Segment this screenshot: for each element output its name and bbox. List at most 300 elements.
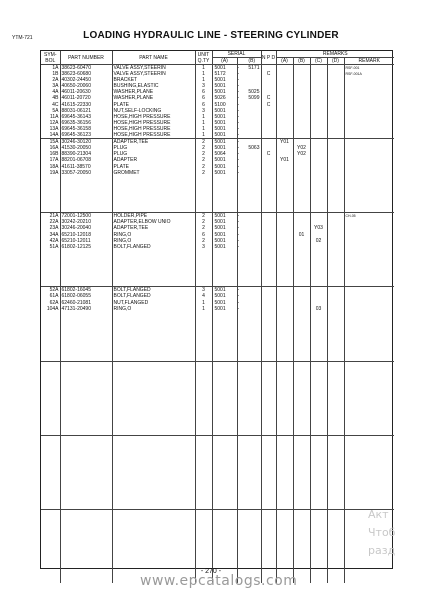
np-cell (261, 509, 276, 516)
part-name-cell: ADAPTER,TEE (112, 225, 195, 231)
remark-b-cell (293, 287, 310, 294)
unit-qty-cell: 6 (195, 95, 212, 101)
remark-cell (344, 577, 394, 583)
unit-qty-cell (195, 435, 212, 442)
page-number: - 270 - (200, 568, 222, 575)
serial-dash-cell: - (237, 71, 240, 78)
serial-from-cell (212, 361, 237, 368)
serial-dash-cell: - (237, 225, 240, 232)
unit-qty-cell: 2 (195, 213, 212, 220)
remark-cell (344, 132, 394, 139)
serial-dash-cell: - (237, 163, 240, 170)
header-remarks-d: (D) (327, 58, 344, 65)
parts-list-table (41, 51, 394, 583)
serial-dash-cell: - (237, 231, 240, 238)
table-body (41, 65, 394, 583)
serial-from-cell: 5001 (212, 170, 237, 176)
remark-b-cell (293, 503, 310, 510)
symbol-cell: 18A (41, 164, 60, 170)
remark-b-cell: Y02 (293, 151, 310, 157)
part-number-cell (60, 503, 112, 510)
part-number-cell: 88201-06708 (60, 157, 112, 163)
part-name-cell: HOLDER,PIPE (112, 213, 195, 220)
header-d: D (271, 54, 276, 61)
symbol-cell (41, 206, 60, 213)
remark-d-cell (327, 503, 344, 510)
serial-dash-cell: - (237, 139, 243, 146)
unit-qty-cell: 1 (195, 132, 212, 139)
part-name-cell: WASHER,PLANE (112, 89, 195, 95)
serial-from-cell: 5001 (212, 238, 237, 244)
unit-qty-cell (195, 509, 212, 516)
remark-b-cell (293, 435, 310, 442)
serial-dash-cell: - (237, 243, 240, 250)
serial-from-cell: 5172 (212, 71, 237, 77)
remark-c-cell (310, 509, 327, 516)
symbol-cell: 17A (41, 157, 60, 163)
header-np: N P (261, 54, 271, 61)
symbol-cell: 1A (41, 65, 60, 72)
part-name-cell: PLUG (112, 145, 195, 151)
serial-from-cell: 5001 (212, 77, 237, 83)
part-name-cell: VALVE ASSY,STEERIN (112, 71, 195, 77)
unit-qty-cell: 1 (195, 114, 212, 120)
remark-c-cell (310, 206, 327, 213)
table-row (41, 65, 394, 72)
header-symbol: SYM- BOL (41, 51, 60, 65)
part-number-cell: 88031-06121 (60, 108, 112, 114)
remark-cell (344, 287, 394, 294)
part-number-cell: 38623-60470 (60, 65, 112, 72)
remark-d-cell (327, 435, 344, 442)
serial-from-cell: 5001 (212, 300, 237, 306)
part-name-cell: NUT,SELF-LOCKING (112, 108, 195, 114)
serial-to-cell: 5025 (243, 89, 261, 95)
unit-qty-cell: 2 (195, 219, 212, 225)
part-name-cell: PLUG (112, 151, 195, 157)
serial-from-cell: 5001 (212, 164, 237, 170)
serial-from-cell: 5001 (212, 65, 237, 72)
part-number-cell (60, 280, 112, 287)
unit-qty-cell: 2 (195, 170, 212, 176)
symbol-cell: 23A (41, 225, 60, 231)
serial-dash-cell: - (237, 65, 240, 71)
serial-dash-cell: - (237, 89, 240, 96)
unit-qty-cell: 2 (195, 157, 212, 163)
serial-dash-cell: - (237, 213, 243, 220)
serial-from-cell: 5064 (212, 151, 237, 157)
part-number-cell: 61802-06055 (60, 293, 112, 299)
header-remarks-b: (B) (293, 58, 310, 65)
document-id: YTM-721 (12, 35, 33, 41)
remark-b-cell (293, 206, 310, 213)
header-remarks: REMARKS (276, 51, 394, 58)
unit-qty-cell: 4 (195, 293, 212, 299)
blank-row (41, 206, 394, 213)
symbol-cell: 34A (41, 232, 60, 238)
remark-d-cell (327, 287, 344, 294)
unit-qty-cell (195, 361, 212, 368)
header-remarks-c: (C) (310, 58, 327, 65)
serial-from-cell: 5001 (212, 126, 237, 132)
unit-qty-cell: 1 (195, 120, 212, 126)
serial-from-cell (212, 503, 237, 510)
remark-b-cell (293, 280, 310, 287)
table-row (41, 139, 394, 146)
symbol-cell: 14A (41, 132, 60, 139)
part-number-cell (60, 361, 112, 368)
part-number-cell: 41611-38570 (60, 164, 112, 170)
serial-from-cell: 5100 (212, 102, 237, 108)
np-cell (261, 429, 276, 436)
remark-a-cell (276, 354, 293, 361)
remark-b-cell (293, 139, 310, 146)
remark-a-cell (276, 287, 293, 294)
part-number-cell: 41530-20050 (60, 145, 112, 151)
watermark-text-line: Акт (368, 508, 389, 521)
remark-a-cell: Y01 (276, 157, 293, 163)
unit-qty-cell: 2 (195, 238, 212, 244)
remark-d-cell (327, 65, 344, 72)
remark-cell: CH-05 (344, 213, 394, 220)
part-name-cell: ADAPTER,TEE (112, 139, 195, 146)
header-part-number: PART NUMBER (60, 51, 112, 65)
serial-dash-cell: - (237, 132, 240, 139)
part-name-cell: HOSE,HIGH PRESSURE (112, 120, 195, 126)
serial-from-cell (212, 354, 237, 361)
remark-a-cell (276, 429, 293, 436)
remark-a-cell: Y01 (276, 139, 293, 146)
header-np-d (261, 51, 276, 65)
part-number-cell: 69645-36158 (60, 126, 112, 132)
remark-b-cell (293, 65, 310, 72)
remark-c-cell (310, 429, 327, 436)
serial-to-cell (243, 213, 261, 220)
unit-qty-cell: 6 (195, 89, 212, 95)
symbol-cell (41, 503, 60, 510)
serial-from-cell: 5001 (212, 120, 237, 126)
remark-cell: RSF-001 (345, 66, 360, 70)
np-cell (261, 435, 276, 442)
symbol-cell: 15A (41, 139, 60, 146)
remark-a-cell (276, 132, 293, 139)
part-number-cell: 61802-16045 (60, 287, 112, 294)
part-number-cell: 40302-24450 (60, 77, 112, 83)
part-name-cell (112, 361, 195, 368)
serial-dash-cell: - (237, 157, 240, 164)
unit-qty-cell: 3 (195, 287, 212, 294)
part-number-cell: 33057-20050 (60, 170, 112, 176)
serial-from-cell (212, 509, 237, 516)
symbol-cell (41, 354, 60, 361)
remark-c-cell: Y03 (310, 225, 327, 231)
unit-qty-cell: 2 (195, 145, 212, 151)
blank-row (41, 435, 394, 442)
serial-to-cell (243, 503, 261, 510)
serial-from-cell: 5001 (212, 157, 237, 163)
unit-qty-cell: 2 (195, 164, 212, 170)
symbol-cell: 4C (41, 102, 60, 108)
serial-from-cell (212, 435, 237, 442)
serial-to-cell (243, 429, 261, 436)
serial-dash-cell: - (237, 125, 240, 132)
header-serial: SERIAL (212, 51, 261, 58)
part-name-cell: RING,O (112, 238, 195, 244)
unit-qty-cell: 3 (195, 108, 212, 114)
unit-qty-cell: 1 (195, 71, 212, 77)
serial-from-cell: 5001 (212, 244, 237, 250)
serial-from-cell: 5001 (212, 145, 237, 151)
serial-dash-cell: - (237, 107, 240, 114)
remark-cell (344, 435, 394, 442)
serial-to-cell (243, 509, 261, 516)
symbol-cell: 19A (41, 170, 60, 176)
blank-row (41, 509, 394, 516)
remark-b-cell (293, 354, 310, 361)
serial-to-cell: 5171 (243, 65, 261, 72)
watermark-text-line: Чтоб (368, 526, 396, 539)
serial-dash-cell: - (237, 113, 240, 120)
remark-c-cell (310, 354, 327, 361)
part-name-cell: ADAPTER,ELBOW UNIO (112, 219, 195, 225)
serial-from-cell: 5001 (212, 225, 237, 231)
remark-d-cell (327, 280, 344, 287)
part-name-cell (112, 280, 195, 287)
np-cell: C (261, 151, 276, 157)
serial-from-cell: 5001 (212, 306, 237, 312)
part-number-cell: 41615-22330 (60, 102, 112, 108)
remark-b-cell: 01 (293, 232, 310, 238)
remark-d-cell (327, 206, 344, 213)
remark-d-cell (327, 509, 344, 516)
unit-qty-cell: 1 (195, 126, 212, 132)
page-title: LOADING HYDRAULIC LINE - STEERING CYLINDER (83, 30, 339, 41)
serial-dash-cell: - (237, 299, 240, 306)
symbol-cell: 13A (41, 126, 60, 132)
serial-from-cell (212, 206, 237, 213)
table-row (41, 213, 394, 220)
part-name-cell: GROMMET (112, 170, 195, 176)
part-name-cell: WASHER,PLANE (112, 95, 195, 101)
np-cell (261, 503, 276, 510)
part-number-cell: 46011-20720 (60, 95, 112, 101)
symbol-cell: 16A (41, 145, 60, 151)
part-number-cell (60, 354, 112, 361)
blank-row (41, 429, 394, 436)
part-name-cell (112, 354, 195, 361)
serial-to-cell (243, 206, 261, 213)
symbol-cell (41, 577, 60, 583)
part-name-cell: ADAPTER (112, 157, 195, 163)
part-number-cell (60, 435, 112, 442)
unit-qty-cell: 3 (195, 83, 212, 89)
serial-dash-cell: - (237, 169, 240, 176)
np-cell (261, 132, 276, 139)
remark-b-cell (293, 509, 310, 516)
part-number-cell: 46011-20630 (60, 89, 112, 95)
symbol-cell: 42A (41, 238, 60, 244)
part-name-cell (112, 429, 195, 436)
symbol-cell: 1B (41, 71, 60, 77)
serial-dash-cell: - (237, 219, 240, 226)
remark-b-cell (293, 213, 310, 220)
watermark-text-line: разд (368, 544, 396, 557)
serial-from-cell: 5001 (212, 287, 237, 294)
part-number-cell: 30242-20210 (60, 219, 112, 225)
np-cell: C (261, 102, 276, 108)
remark-c-cell (310, 577, 327, 583)
serial-dash-cell: - (237, 145, 240, 152)
serial-dash-cell: - (237, 77, 240, 84)
remark-a-cell (276, 435, 293, 442)
unit-qty-cell: 1 (195, 306, 212, 312)
header-part-name: PART NAME (112, 51, 195, 65)
part-number-cell: 47131-20490 (60, 306, 112, 312)
unit-qty-cell (195, 354, 212, 361)
remark-a-cell (276, 213, 293, 220)
part-number-cell: 62460-21081 (60, 300, 112, 306)
part-number-cell (60, 577, 112, 583)
unit-qty-cell: 2 (195, 151, 212, 157)
remark-c-cell (310, 287, 327, 294)
serial-dash-cell: - (237, 151, 240, 158)
part-name-cell: BOLT,FLANGED (112, 293, 195, 299)
remark-cell (344, 361, 394, 368)
serial-from-cell: 5001 (212, 219, 237, 225)
unit-qty-cell: 1 (195, 300, 212, 306)
part-name-cell (112, 503, 195, 510)
remark-a-cell (276, 65, 293, 72)
symbol-cell: 51A (41, 244, 60, 250)
serial-from-cell: 5001 (212, 132, 237, 139)
serial-from-cell: 5001 (212, 293, 237, 299)
remark-c-cell (310, 503, 327, 510)
remark-cell (344, 139, 394, 146)
part-number-cell: 30246-30120 (60, 139, 112, 146)
part-number-cell: 61802-12125 (60, 244, 112, 250)
header-remark: REMARK (344, 58, 394, 65)
part-number-cell: 65210-12011 (60, 238, 112, 244)
serial-from-cell: 5001 (212, 139, 237, 146)
np-cell: C (261, 95, 276, 101)
symbol-cell (41, 280, 60, 287)
remark-a-cell (276, 503, 293, 510)
part-name-cell: BOLT,FLANGED (112, 287, 195, 294)
remark-b-cell (293, 361, 310, 368)
header-remarks-a: (A) (276, 58, 293, 65)
symbol-cell: 11A (41, 114, 60, 120)
part-number-cell: 88390-21304 (60, 151, 112, 157)
np-cell (261, 361, 276, 368)
serial-from-cell: 5001 (212, 232, 237, 238)
remark-c-cell: 02 (310, 238, 327, 244)
remark-b-cell (293, 132, 310, 139)
unit-qty-cell: 1 (195, 65, 212, 72)
part-number-cell (60, 429, 112, 436)
np-cell (261, 65, 276, 72)
np-cell: C (261, 71, 276, 77)
serial-from-cell: 5001 (212, 108, 237, 114)
serial-to-cell (243, 280, 261, 287)
symbol-cell (41, 435, 60, 442)
remark-a-cell (276, 206, 293, 213)
remark-c-cell (310, 139, 327, 146)
serial-dash-cell: - (237, 83, 240, 90)
remark-cell (344, 206, 394, 213)
unit-qty-cell (195, 429, 212, 436)
part-number-cell: 72001-12500 (60, 213, 112, 220)
serial-dash-cell: - (237, 305, 240, 312)
part-number-cell: 38623-60680 (60, 71, 112, 77)
part-number-cell: 30246-20040 (60, 225, 112, 231)
np-cell (261, 139, 276, 146)
remark-c-cell (310, 65, 327, 72)
blank-row (41, 354, 394, 361)
part-name-cell: NUT,FLANGED (112, 300, 195, 306)
remark-d-cell (327, 139, 344, 146)
serial-from-cell: 5001 (212, 89, 237, 95)
unit-qty-cell (195, 503, 212, 510)
header-unit-qty: UNIT Q.TY (195, 51, 212, 65)
part-name-cell (112, 435, 195, 442)
serial-dash-cell: - (237, 237, 240, 244)
serial-to-cell (243, 287, 261, 294)
serial-to-cell: 5099 (243, 95, 261, 101)
header-serial-b: (B) (243, 58, 261, 65)
part-name-cell: HOSE,HIGH PRESSURE (112, 132, 195, 139)
np-cell (261, 280, 276, 287)
part-name-cell: RING,O (112, 232, 195, 238)
serial-to-cell (243, 132, 261, 139)
symbol-cell: 61A (41, 293, 60, 299)
part-number-cell: 69635-36156 (60, 120, 112, 126)
remark-d-cell (327, 213, 344, 220)
part-name-cell: HOSE,HIGH PRESSURE (112, 114, 195, 120)
part-number-cell: 69645-36123 (60, 132, 112, 139)
table-header (41, 51, 394, 65)
symbol-cell: 16B (41, 151, 60, 157)
serial-from-cell (212, 429, 237, 436)
remark-c-cell: 03 (310, 306, 327, 312)
serial-dash-cell: - (237, 293, 240, 300)
remark-c-cell (310, 132, 327, 139)
remark-cell (344, 280, 394, 287)
remark-a-cell (276, 280, 293, 287)
unit-qty-cell (195, 280, 212, 287)
table-row (41, 287, 394, 294)
part-name-cell: PLATE (112, 102, 195, 108)
remark-c-cell (310, 213, 327, 220)
remark-a-cell (276, 361, 293, 368)
remark-d-cell (327, 429, 344, 436)
symbol-cell (41, 361, 60, 368)
part-name-cell: RING,O (112, 306, 195, 312)
remark-cell (344, 354, 394, 361)
serial-to-cell (243, 435, 261, 442)
serial-from-cell (212, 280, 237, 287)
symbol-cell: 62A (41, 300, 60, 306)
symbol-cell: 3A (41, 83, 60, 89)
part-name-cell: BUSHING,ELASTIC (112, 83, 195, 89)
remark-d-cell (327, 361, 344, 368)
symbol-cell: 52A (41, 287, 60, 294)
remark-a-cell (276, 509, 293, 516)
serial-from-cell: 5026 (212, 95, 237, 101)
watermark-url: www.epcatalogs.com (140, 573, 298, 589)
serial-to-cell (243, 361, 261, 368)
np-cell (261, 287, 276, 294)
table-row (41, 132, 394, 139)
